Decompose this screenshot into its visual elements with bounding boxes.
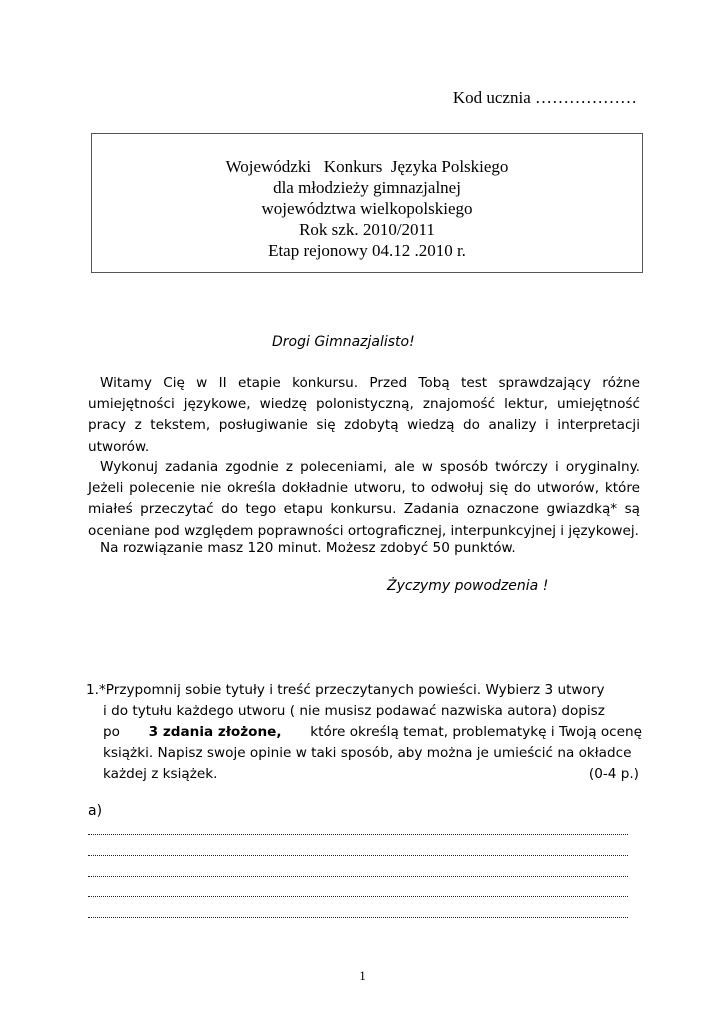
answer-line-5[interactable] bbox=[88, 917, 628, 918]
intro-paragraph-3: Na rozwiązanie masz 120 minut. Możesz zdobyć 50 punktów. bbox=[100, 540, 516, 556]
task-1-emphasis: 3 zdania złożone, bbox=[148, 724, 282, 740]
greeting: Drogi Gimnazjalisto! bbox=[272, 334, 415, 350]
answer-line-4[interactable] bbox=[88, 896, 628, 897]
task-1-line-3-start: po bbox=[103, 724, 120, 740]
intro-paragraph-1: Witamy Cię w II etapie konkursu. Przed Tobą test sprawdzający różne umiejętności językowe, wiedzę polonistyczną, znajomość lektur, umiejętność pracy z tekstem, posługiwanie się zdobytą wiedzą do analizy i interpretacji utworów. bbox=[88, 375, 640, 455]
answer-label-a: a) bbox=[88, 803, 103, 819]
task-1-line-5-text: każdej z książek. bbox=[103, 766, 218, 782]
task-1-instructions bbox=[86, 680, 642, 785]
task-1-line-5 bbox=[86, 764, 642, 785]
task-1-line-4: książki. Napisz swoje opinie w taki sposób, aby można je umieścić na okładce bbox=[103, 745, 632, 761]
student-code-field: Kod ucznia ……………… bbox=[452, 88, 637, 107]
task-1-line-1: 1.*Przypomnij sobie tytuły i treść przeczytanych powieści. Wybierz 3 utwory bbox=[86, 682, 605, 698]
contest-region: województwa wielkopolskiego bbox=[261, 199, 473, 218]
task-1-line-3 bbox=[86, 722, 642, 743]
task-1-points: (0-4 p.) bbox=[588, 766, 639, 782]
answer-line-3[interactable] bbox=[88, 876, 628, 877]
task-1-line-2: i do tytułu każdego utworu ( nie musisz podawać nazwiska autora) dopisz bbox=[103, 703, 605, 719]
intro-paragraph-2: Wykonuj zadania zgodnie z poleceniami, ale w sposób twórczy i oryginalny. Jeżeli polecenie nie określa dokładnie utworu, to odwołuj się do utworów, które miałeś przeczytać do tego etapu konkursu. Zadania oznaczone gwiazdką* są oceniane pod względem poprawności ortograficznej, interpunkcyjnej i językowej. bbox=[88, 459, 640, 539]
contest-title: Wojewódzki Konkurs Języka Polskiego bbox=[225, 157, 509, 176]
page-number: 1 bbox=[359, 968, 366, 983]
good-luck-wish: Życzymy powodzenia ! bbox=[387, 578, 549, 594]
answer-line-2[interactable] bbox=[88, 855, 628, 856]
stage-date: Etap rejonowy 04.12 .2010 r. bbox=[268, 241, 466, 260]
school-year: Rok szk. 2010/2011 bbox=[299, 220, 435, 239]
contest-audience: dla młodzieży gimnazjalnej bbox=[273, 178, 461, 197]
answer-line-1[interactable] bbox=[88, 834, 628, 835]
task-1-line-3-end: które określą temat, problematykę i Twoją ocenę bbox=[310, 724, 642, 740]
contest-header-box bbox=[91, 133, 643, 273]
